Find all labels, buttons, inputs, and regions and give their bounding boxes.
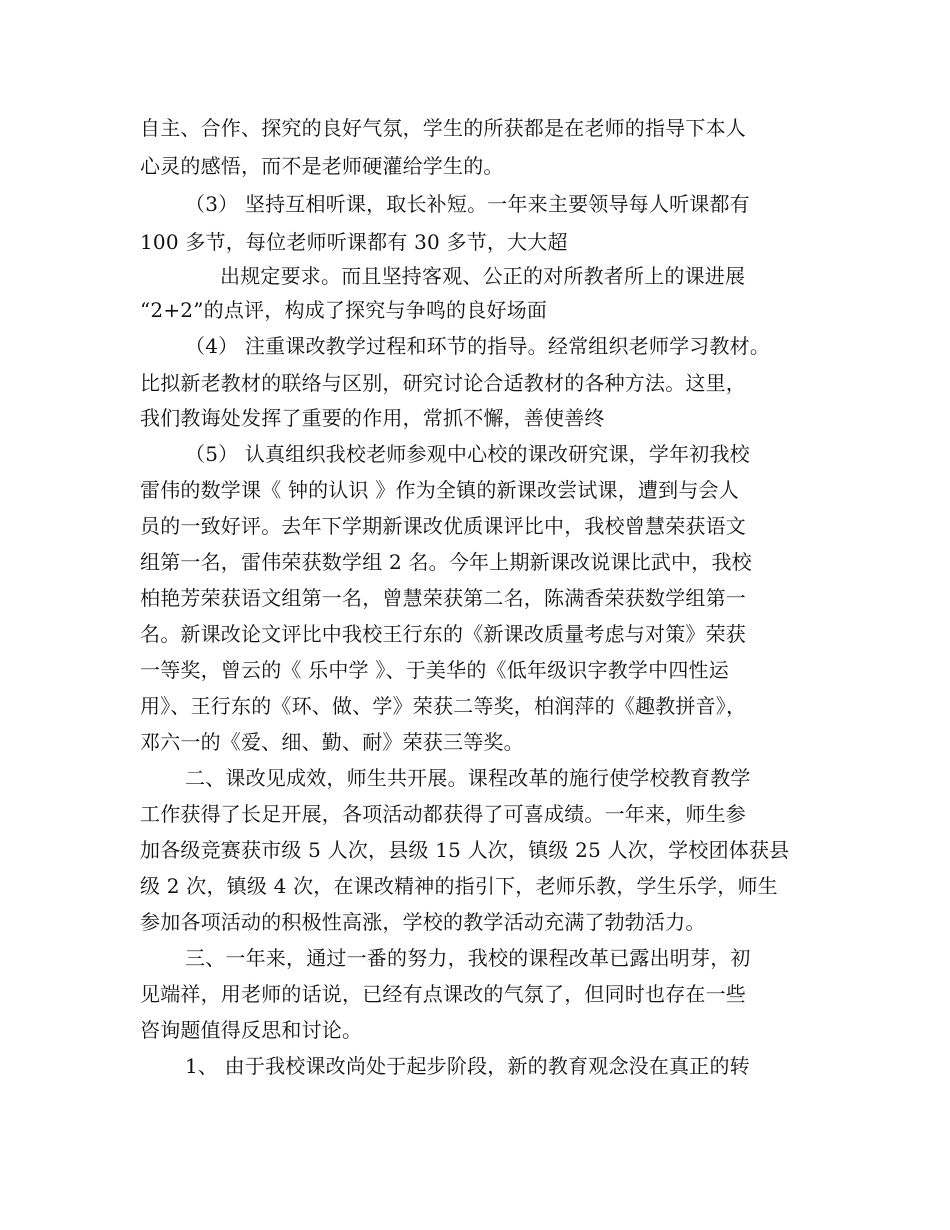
paragraph-line: 比拟新老教材的联络与区别，研究讨论合适教材的各种方法。这里， bbox=[140, 371, 746, 395]
list-item-5-line: （5） 认真组织我校老师参观中心校的课改研究课，学年初我校 bbox=[185, 442, 750, 466]
paragraph-line: 100 多节，每位老师听课都有 30 多节，大大超 bbox=[140, 230, 568, 254]
section-3-line: 三、一年来，通过一番的努力，我校的课程改革已露出明芽，初 bbox=[185, 946, 751, 970]
paragraph-line: 自主、合作、探究的良好气氛，学生的所获都是在老师的指导下本人 bbox=[140, 116, 746, 140]
paragraph-line: 柏艳芳荣获语文组第一名，曾慧荣获第二名，陈满香荣获数学组第一 bbox=[140, 586, 746, 610]
paragraph-line: 级 2 次，镇级 4 次，在课改精神的指引下，老师乐教，学生乐学，师生 bbox=[140, 874, 778, 898]
paragraph-line: “2+2”的点评，构成了探究与争鸣的良好场面 bbox=[140, 298, 548, 322]
paragraph-line: 我们教诲处发挥了重要的作用，常抓不懈，善使善终 bbox=[140, 406, 605, 430]
list-item-1-line: 1、 由于我校课改尚处于起步阶段，新的教育观念没在真正的转 bbox=[185, 1054, 750, 1078]
paragraph-line: 出规定要求。而且坚持客观、公正的对所教者所上的课进展 bbox=[220, 264, 746, 288]
paragraph-line: 雷伟的数学课《 钟的认识 》作为全镇的新课改尝试课，遭到与会人 bbox=[140, 478, 739, 502]
list-item-4-line: （4） 注重课改教学过程和环节的指导。经常组织老师学习教材。 bbox=[185, 334, 771, 358]
paragraph-line: 见端祥，用老师的话说，已经有点课改的气氛了，但同时也存在一些 bbox=[140, 982, 746, 1006]
paragraph-line: 员的一致好评。去年下学期新课改优质课评比中，我校曾慧荣获语文 bbox=[140, 514, 746, 538]
paragraph-line: 加各级竞赛获市级 5 人次，县级 15 人次，镇级 25 人次，学校团体获县 bbox=[140, 838, 790, 862]
list-item-3-line: （3） 坚持互相听课，取长补短。一年来主要领导每人听课都有 bbox=[185, 192, 750, 216]
paragraph-line: 工作获得了长足开展，各项活动都获得了可喜成绩。一年来，师生参 bbox=[140, 802, 746, 826]
paragraph-line: 参加各项活动的积极性高涨，学校的教学活动充满了勃勃活力。 bbox=[140, 910, 706, 934]
paragraph-line: 名。新课改论文评比中我校王行东的《新课改质量考虑与对策》荣获 bbox=[140, 622, 746, 646]
paragraph-line: 用》、王行东的《环、做、学》荣获二等奖，柏润萍的《趣教拼音》， bbox=[140, 694, 747, 718]
paragraph-line: 心灵的感悟，而不是老师硬灌给学生的。 bbox=[140, 154, 504, 178]
paragraph-line: 组第一名，雷伟荣获数学组 2 名。今年上期新课改说课比武中，我校 bbox=[140, 550, 752, 574]
paragraph-line: 邓六一的《爱、细、勤、耐》荣获三等奖。 bbox=[140, 730, 524, 754]
paragraph-line: 咨询题值得反思和讨论。 bbox=[140, 1018, 363, 1042]
section-2-line: 二、课改见成效，师生共开展。课程改革的施行使学校教育教学 bbox=[185, 766, 751, 790]
paragraph-line: 一等奖，曾云的《 乐中学 》、于美华的《低年级识字教学中四性运 bbox=[140, 658, 729, 682]
